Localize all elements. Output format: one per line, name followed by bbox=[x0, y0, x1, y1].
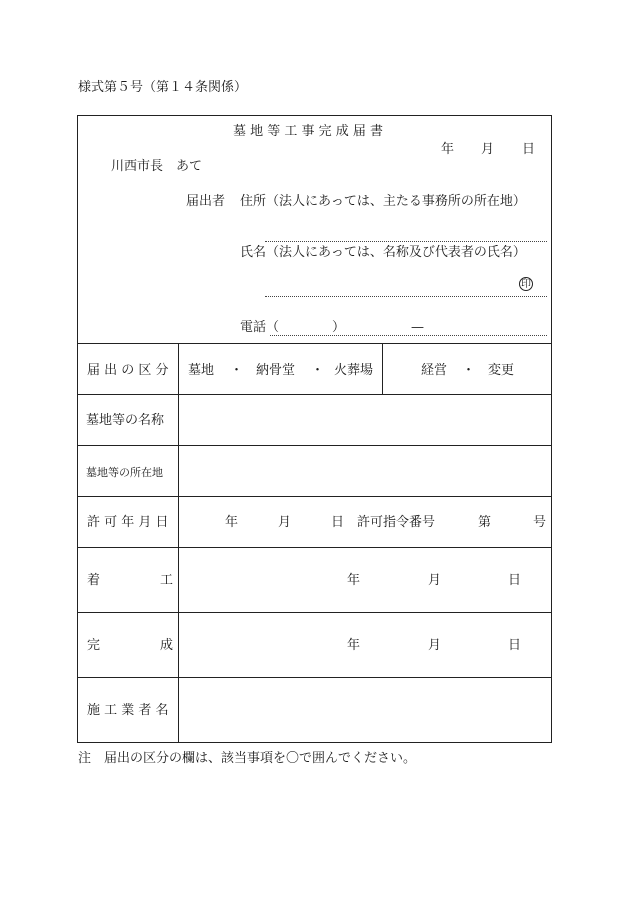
complete-day: 日 bbox=[508, 638, 522, 653]
header-date-year: 年 bbox=[441, 142, 455, 157]
phone-label: 電話（ bbox=[240, 320, 280, 335]
start-day: 日 bbox=[508, 573, 522, 588]
option-operation: 経営 bbox=[421, 363, 448, 378]
phone-close: ） bbox=[332, 320, 346, 335]
option-change: 変更 bbox=[488, 363, 515, 378]
option-cemetery: 墓地 bbox=[188, 363, 215, 378]
complete-label-2: 成 bbox=[160, 638, 174, 653]
permit-day: 日 bbox=[331, 515, 345, 530]
permit-number-label: 許可指令番号 bbox=[357, 515, 436, 530]
header-date-month: 月 bbox=[481, 142, 495, 157]
permit-dai: 第 bbox=[478, 515, 492, 530]
address-line bbox=[265, 241, 547, 242]
phone-dash: — bbox=[411, 320, 424, 335]
cemetery-location-label: 墓地等の所在地 bbox=[86, 466, 163, 479]
permit-month: 月 bbox=[278, 515, 292, 530]
option-crematorium: 火葬場 bbox=[334, 363, 374, 378]
cemetery-name-label: 墓地等の名称 bbox=[86, 413, 165, 428]
addressee: 川西市長 あて bbox=[111, 159, 203, 174]
option-separator: ・ bbox=[230, 363, 244, 378]
start-label-2: 工 bbox=[160, 573, 174, 588]
form-number: 様式第５号（第１４条関係） bbox=[78, 80, 248, 95]
permit-go: 号 bbox=[533, 515, 547, 530]
start-month: 月 bbox=[428, 573, 442, 588]
name-line bbox=[265, 296, 547, 297]
contractor-label: 施 工 業 者 名 bbox=[87, 703, 169, 718]
footnote: 注 届出の区分の欄は、該当事項を〇で囲んでください。 bbox=[78, 751, 417, 766]
name-label: 氏名（法人にあっては、名称及び代表者の氏名） bbox=[240, 245, 526, 260]
permit-year: 年 bbox=[225, 515, 239, 530]
complete-label-1: 完 bbox=[87, 638, 101, 653]
form-title: 墓 地 等 工 事 完 成 届 書 bbox=[233, 124, 384, 139]
option-separator: ・ bbox=[462, 363, 476, 378]
completion-report-form bbox=[77, 115, 552, 743]
start-year: 年 bbox=[347, 573, 361, 588]
phone-line bbox=[270, 335, 547, 336]
complete-month: 月 bbox=[428, 638, 442, 653]
complete-year: 年 bbox=[347, 638, 361, 653]
address-label: 住所（法人にあっては、主たる事務所の所在地） bbox=[240, 194, 526, 209]
permit-date-label: 許 可 年 月 日 bbox=[87, 515, 169, 530]
start-label-1: 着 bbox=[87, 573, 101, 588]
option-separator: ・ bbox=[311, 363, 325, 378]
applicant-label: 届出者 bbox=[186, 194, 226, 209]
option-ossuary: 納骨堂 bbox=[256, 363, 296, 378]
category-label: 届 出 の 区 分 bbox=[87, 363, 169, 378]
header-date-day: 日 bbox=[522, 142, 536, 157]
seal-mark: 印 bbox=[521, 279, 531, 290]
